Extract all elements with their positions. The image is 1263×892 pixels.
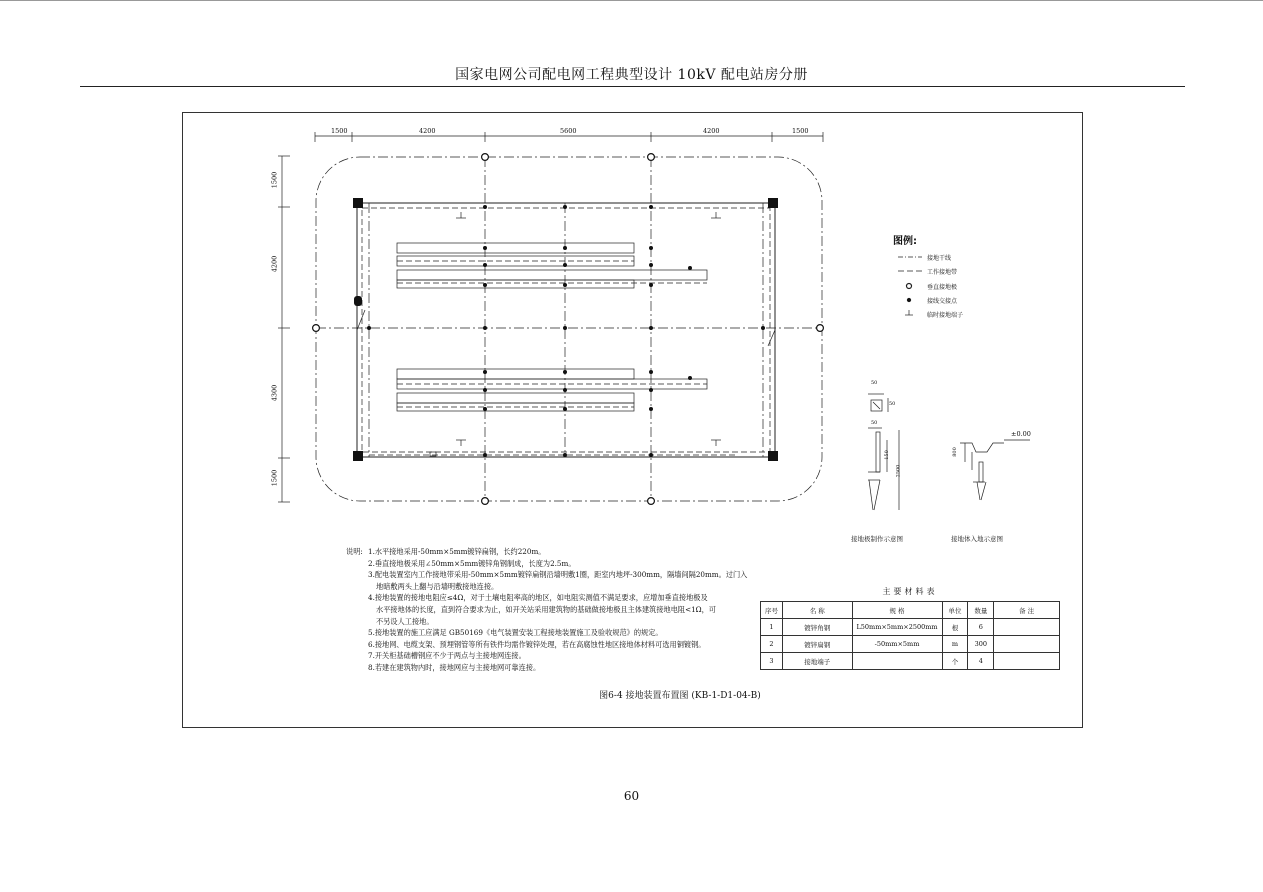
working-ground-strip	[362, 208, 770, 452]
note-item: 4.接地装置的接地电阻应≤4Ω，对于土壤电阻率高的地区，如电阻实测值不满足要求，应增加垂直接地极及	[368, 593, 708, 603]
detail-dim-a: 50	[871, 380, 878, 386]
table-cell: 接地端子	[782, 653, 852, 670]
table-header-cell: 数量	[968, 602, 994, 619]
detail-dim-c: 50	[871, 420, 878, 426]
table-cell: L50mm×5mm×2500mm	[852, 619, 942, 636]
detail-dim-e: 2500	[895, 464, 902, 478]
table-cell: m	[942, 636, 968, 653]
table-cell: 4	[968, 653, 994, 670]
electrode-detail-label: 接地极制作示意图	[851, 535, 903, 543]
burial-depth-label: 800	[951, 447, 958, 457]
note-item: 不另设人工接地。	[376, 616, 434, 626]
dim-top-3: 5600	[560, 127, 577, 135]
dim-top-1: 1500	[331, 127, 348, 135]
building-outline	[357, 203, 775, 457]
table-cell: -50mm×5mm	[852, 636, 942, 653]
table-header-cell: 序号	[761, 602, 783, 619]
note-item: 水平接地体的长度，直到符合要求为止，如开关站采用建筑物的基础做接地极且主体建筑接地电阻<1Ω，可	[376, 604, 716, 614]
dim-top-2: 4200	[419, 127, 436, 135]
dim-top-4: 4200	[703, 127, 720, 135]
table-cell: 镀锌角钢	[782, 619, 852, 636]
cable-trench-upper-1	[397, 243, 634, 253]
detail-dim-b: 50	[889, 401, 896, 407]
cable-trench-upper-2	[397, 270, 707, 280]
table-row	[761, 636, 1060, 653]
legend-item-vertical-electrode: 垂直接地极	[927, 284, 958, 291]
legend-item-working-strip: 工作接地带	[927, 269, 958, 276]
table-cell	[994, 653, 1060, 670]
table-cell: 个	[942, 653, 968, 670]
table-cell: 1	[761, 619, 783, 636]
material-table	[760, 601, 1060, 670]
dim-left-3: 4300	[270, 384, 279, 402]
dim-left-1: 1500	[270, 171, 279, 189]
table-cell	[994, 636, 1060, 653]
table-cell	[852, 653, 942, 670]
note-item: 8.若建在建筑物内时，接地网应与主接地网可靠连接。	[368, 662, 541, 672]
table-header-cell: 单位	[942, 602, 968, 619]
page-number: 60	[623, 789, 640, 803]
corner-electrode-se	[768, 451, 778, 461]
note-item: 2.垂直接地极采用∠50mm×5mm镀锌角钢制成，长度为2.5m。	[368, 558, 576, 568]
corner-electrode-nw	[353, 198, 363, 208]
cable-trench-lower-1	[397, 369, 634, 379]
outer-grounding-loop	[316, 157, 822, 501]
legend-item-main-conductor: 接地干线	[927, 255, 952, 262]
table-cell: 根	[942, 619, 968, 636]
table-header-cell: 备 注	[994, 602, 1060, 619]
corner-electrode-ne	[768, 198, 778, 208]
table-cell: 6	[968, 619, 994, 636]
table-header-cell: 名 称	[782, 602, 852, 619]
detail-dim-d: 150	[883, 450, 890, 460]
note-item: 7.开关柜基础槽钢应不少于两点与主接地网连接。	[368, 651, 526, 661]
corner-electrode-sw	[353, 451, 363, 461]
table-cell: 3	[761, 653, 783, 670]
notes-block	[346, 546, 746, 674]
note-item: 6.接地网、电缆支架、预埋钢管等所有铁件均需作镀锌处理，若在高腐蚀性地区接地体材料可选用铜镀钢。	[368, 639, 706, 649]
burial-detail-drawing	[960, 440, 1030, 500]
elevation-label: ±0.00	[1011, 430, 1031, 438]
notes-lead: 说明:	[346, 547, 363, 556]
dim-left-4: 1500	[270, 469, 279, 487]
legend-title: 图例:	[893, 236, 917, 247]
legend-item-temp-terminal: 临时接地端子	[927, 312, 964, 319]
table-cell	[994, 619, 1060, 636]
note-item: 3.配电装置室内工作接地带采用-50mm×5mm镀锌扁钢沿墙明敷1圈，距室内地坪-300mm，隔墙间隔20mm。过门入	[368, 570, 748, 580]
note-item: 地暗敷两头上翻与沿墙明敷接地连接。	[376, 581, 499, 591]
table-row	[761, 619, 1060, 636]
dim-top-5: 1500	[792, 127, 809, 135]
note-item: 1.水平接地采用-50mm×5mm镀锌扁钢，长约220m。	[368, 547, 546, 556]
table-row	[761, 653, 1060, 670]
figure-caption: 图6-4 接地装置布置图 (KB-1-D1-04-B)	[599, 691, 761, 701]
material-table-title: 主要材料表	[882, 587, 938, 596]
legend-symbols	[898, 257, 922, 315]
legend-item-junction: 接线交接点	[927, 298, 958, 305]
table-cell: 300	[968, 636, 994, 653]
dim-left-2: 4200	[270, 255, 279, 273]
table-cell: 2	[761, 636, 783, 653]
burial-detail-label: 接地体入地示意图	[951, 535, 1003, 543]
table-header-cell: 规 格	[852, 602, 942, 619]
table-header-row	[761, 602, 1060, 619]
note-item: 5.接地装置的施工应满足 GB50169《电气装置安装工程接地装置施工及验收规范》的规定。	[368, 628, 663, 638]
page-header-title: 国家电网公司配电网工程典型设计 10kV 配电站房分册	[455, 67, 808, 83]
table-cell: 镀锌扁钢	[782, 636, 852, 653]
